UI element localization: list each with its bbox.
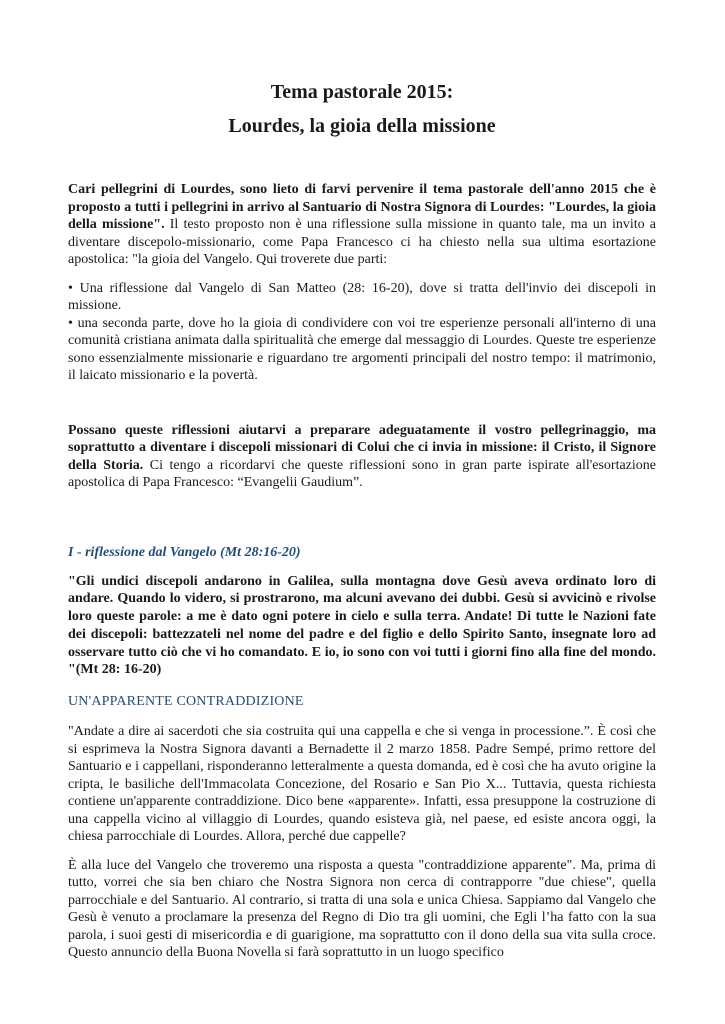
bullet-list: [68, 280, 656, 385]
bullet-item-2: • una seconda parte, dove ho la gioia di condividere con voi tre esperienze personali all'interno di una comunità cristiana animata dalla spiritualità che emerge dal messaggio di Lourdes. Queste tre esperienze sono essenzialmente missionarie e riguardano tre argomenti principali del nostro tempo: il matrimonio, il laicato missionario e la povertà.: [68, 315, 656, 383]
document-subtitle: Lourdes, la gioia della missione: [228, 115, 496, 137]
section-heading-gospel-reflection: I - riflessione dal Vangelo (Mt 28:16-20): [68, 544, 301, 560]
closing-intro-paragraph: [68, 422, 656, 492]
document-page: [68, 74, 656, 962]
intro-bold-text: Cari pellegrini di Lourdes, sono lieto di farvi pervenire il tema pastorale dell'anno 2015 che è proposto a tutti i pellegrini in arrivo al Santuario di Nostra Signora di Lourdes: "Lourdes, la gioia della missione".: [68, 182, 656, 232]
bullet-item-1: • Una riflessione dal Vangelo di San Matteo (28: 16-20), dove si tratta dell'invio dei discepoli in missione.: [68, 280, 656, 313]
intro-paragraph: [68, 181, 656, 269]
document-title: Tema pastorale 2015:: [270, 81, 454, 103]
intro-normal-text: Il testo proposto non è una riflessione sulla missione in quanto tale, ma un invito a diventare discepolo-missionario, come Papa Francesco ci ha chiesto nella sua ultima esortazione apostolica: "la gioia del Vangelo. Qui troverete due parti:: [68, 217, 657, 267]
body-paragraph-2: È alla luce del Vangelo che troveremo una risposta a questa "contraddizione apparente". Ma, prima di tutto, vorrei che sia ben chiaro che Nostra Signora non cerca di contrapporre "due chiese", quella parrocchiale e del Santuario. Al contrario, si tratta di una sola e unica Chiesa. Sappiamo dal Vangelo che Gesù è venuto a proclamare la presenza del Regno di Dio tra gli uomini, che Egli l’ha fatto con la sua parola, i suoi gesti di misericordia e di guarigione, ma soprattutto con il dono della sua vita sulla croce. Questo annuncio della Buona Novella si farà soprattutto in un luogo specifico: [68, 857, 656, 961]
section-heading-apparent-contradiction: UN'APPARENTE CONTRADDIZIONE: [68, 694, 304, 710]
gospel-quote: "Gli undici discepoli andarono in Galilea, sulla montagna dove Gesù aveva ordinato loro di andare. Quando lo videro, si prostrarono, ma alcuni avevano dei dubbi. Gesù si avvicinò e rivolse loro queste parole: a me è dato ogni potere in cielo e sulla terra. Andate! Di tutte le Nazioni fate dei discepoli: battezzateli nel nome del padre e del figlio e dello Spirito Santo, insegnate loro ad osservare tutto ciò che vi ho comandato. E io, io sono con voi tutti i giorni fino alla fine del mondo. "(Mt 28: 16-20): [68, 573, 656, 678]
closing-intro-normal-text: Ci tengo a ricordarvi che queste riflessioni sono in gran parte ispirate all'esortazione apostolica di Papa Francesco: “Evangelii Gaudium”.: [68, 457, 656, 490]
closing-intro-bold-text: Possano queste riflessioni aiutarvi a preparare adeguatamente il vostro pellegrinaggio, ma soprattutto a diventare i discepoli missionari di Colui che ci invia in missione: il Cristo, il Signore della Storia.: [68, 422, 656, 473]
body-paragraph-1: "Andate a dire ai sacerdoti che sia costruita qui una cappella e che si venga in processione.”. È così che si esprimeva la Nostra Signora davanti a Bernadette il 2 marzo 1858. Padre Sempé, primo rettore del Santuario e i cappellani, risponderanno letteralmente a questa domanda, ed è così che ha avuto origine la cripta, le basiliche dell'Immacolata Concezione, del Rosario e San Pio X... Tuttavia, questa richiesta contiene un'apparente contraddizione. Dico bene «apparente». Infatti, essa presuppone la costruzione di una cappella vicino al villaggio di Lourdes, quando esisteva già, nel paese, ed esiste ancora oggi, la chiesa parrocchiale di Lourdes. Allora, perché due cappelle?: [68, 724, 656, 845]
